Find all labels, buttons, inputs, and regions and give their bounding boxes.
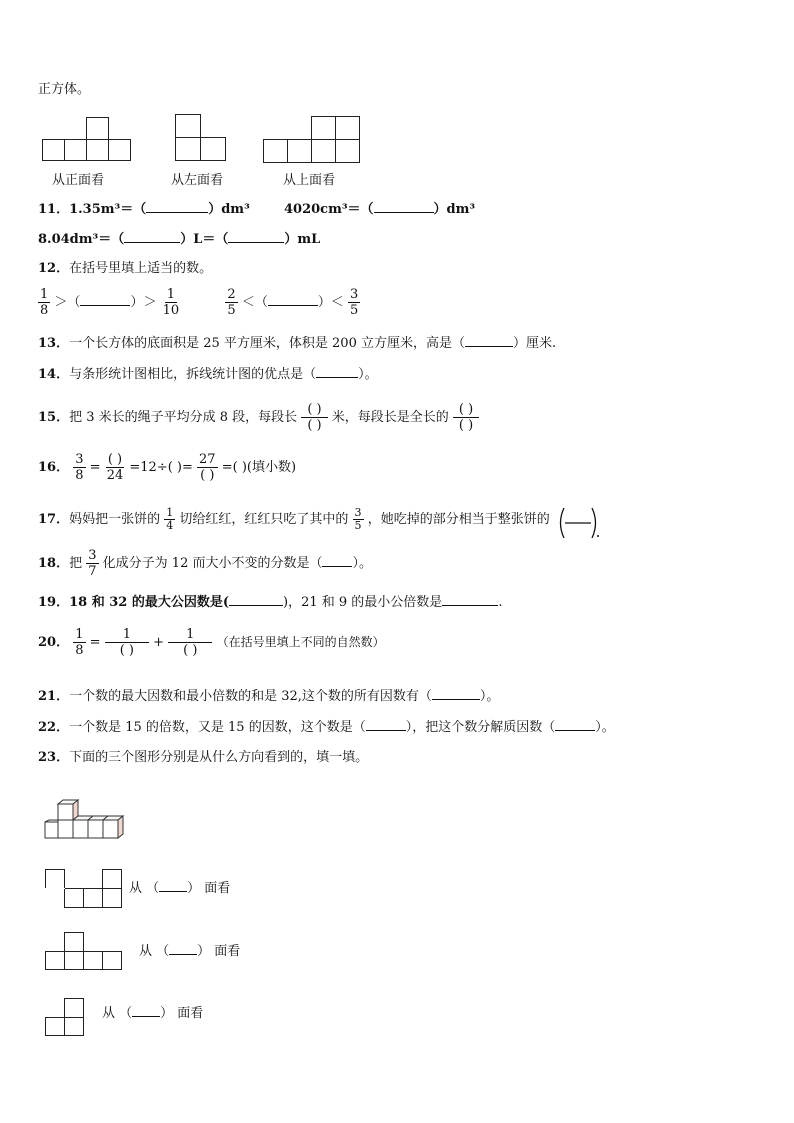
question-15: 15．把 3 米长的绳子平均分成 8 段，每段长 $\frac{( )}{( )}$ 米，每段长是全长的 $\frac{( )}{( )}$	[38, 402, 479, 433]
view-2-question: 从 （ ） 面看	[139, 944, 241, 959]
cube-stack-figure	[40, 800, 130, 850]
question-13: 13．一个长方体的底面积是 25 平方厘米，体积是 200 立方厘米，高是（ ）厘米.	[38, 336, 557, 351]
question-19: 19．18 和 32 的最大公因数是( )，21 和 9 的最小公倍数是 .	[38, 595, 503, 610]
question-12-text: 12．在括号里填上适当的数。	[38, 261, 213, 276]
question-16: 16． $\frac{3}{8}$ = $\frac{( )}{24}$ =12÷( )= $\frac{27}{( )}$ =( )(填小数)	[38, 452, 297, 483]
view-1-question: 从 （ ） 面看	[129, 881, 231, 896]
left-view-label: 从左面看	[171, 173, 224, 188]
question-18: 18．把 $\frac{3}{7}$ 化成分子为 12 而大小不变的分数是（ ）。	[38, 548, 372, 579]
top-view-label: 从上面看	[283, 173, 336, 188]
question-11-line1b: 4020cm³＝（ ）dm³	[284, 202, 476, 217]
question-11-line1: 11．1.35m³＝（ ）dm³	[38, 202, 250, 217]
question-17: 17．妈妈把一张饼的 $\frac{1}{4}$ 切给红红，红红只吃了其中的 $\frac{3}{5}$ ，她吃掉的部分相当于整张饼的	[38, 506, 550, 532]
question-12-inequalities: $\frac{1}{8}$ ＞（ ）＞ $\frac{1}{10}$ $\frac{2}{5}$ ＜（ ）＜ $\frac{3}{5}$	[40, 287, 359, 318]
front-view-label: 从正面看	[52, 173, 105, 188]
question-11-line2: 8.04dm³＝（ ）L＝（ ）mL	[38, 232, 321, 247]
question-21: 21．一个数的最大因数和最小倍数的和是 32,这个数的所有因数有（ ）。	[38, 689, 500, 704]
view-3-question: 从 （ ） 面看	[102, 1006, 204, 1021]
intro-text: 正方体。	[38, 82, 91, 97]
question-17-answer-bracket	[557, 506, 601, 540]
question-14: 14．与条形统计图相比，拆线统计图的优点是（ ）。	[38, 367, 378, 382]
question-22: 22．一个数是 15 的倍数，又是 15 的因数，这个数是（ ），把这个数分解质因数（ ）。	[38, 720, 615, 735]
question-20: 20． $\frac{1}{8}$ = $\frac{1}{( )}$ + $\frac{1}{( )}$ （在括号里填上不同的自然数）	[38, 627, 385, 658]
question-23: 23．下面的三个图形分别是从什么方向看到的，填一填。	[38, 750, 369, 765]
